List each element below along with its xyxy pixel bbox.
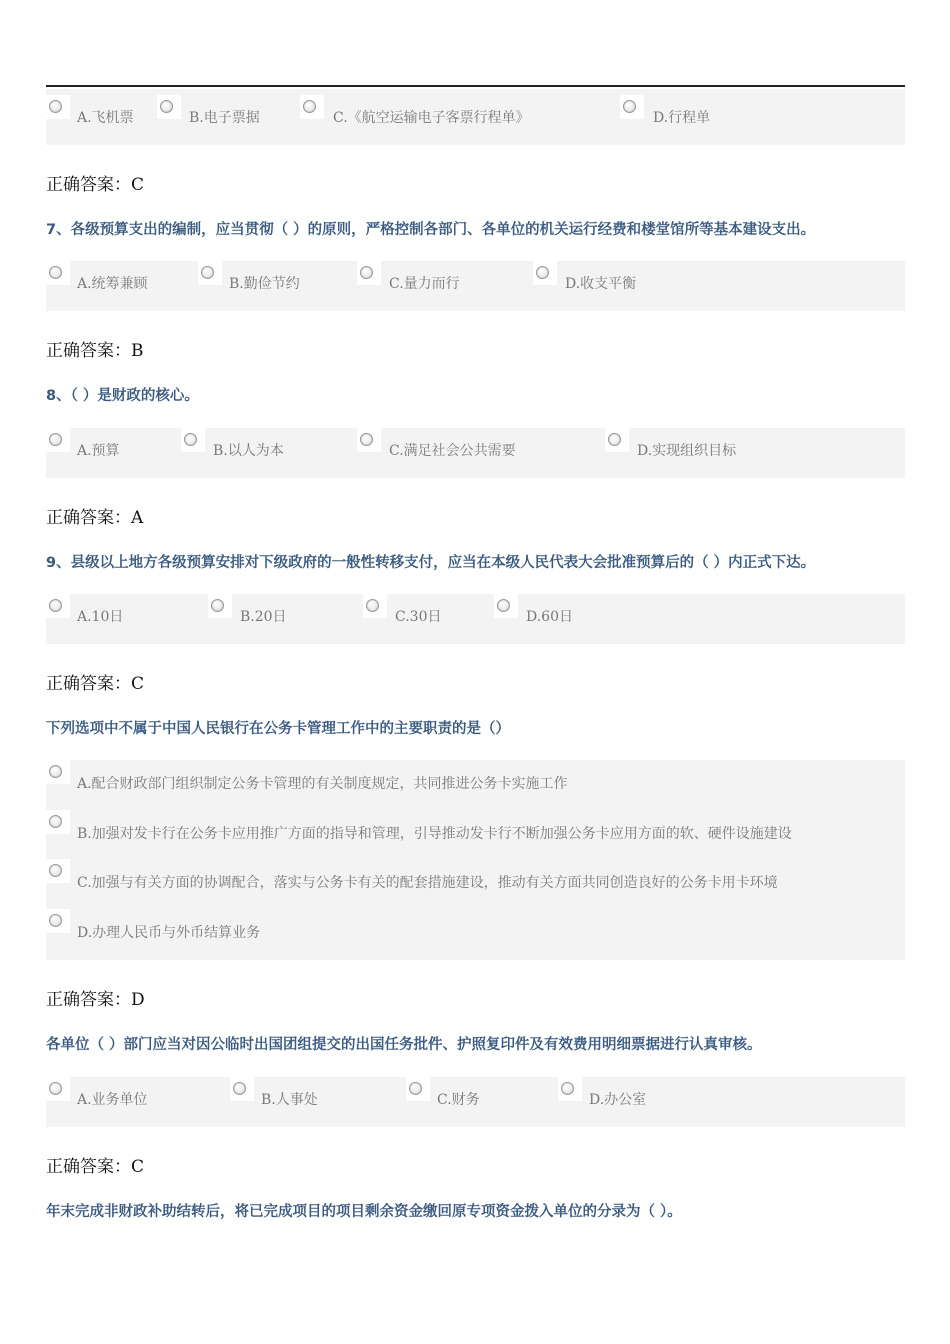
q9-option-b-label: B.20日 — [240, 609, 287, 625]
q7-option-c-label: C.量力而行 — [389, 276, 460, 292]
q10-option-b-radio[interactable] — [49, 815, 62, 828]
q9-option-a-radio[interactable] — [49, 599, 62, 612]
q8-option-b-radio[interactable] — [184, 433, 197, 446]
q11-options-panel — [46, 1077, 905, 1127]
q10-correct-answer: 正确答案：D — [46, 990, 145, 1010]
q8-option-c-radio[interactable] — [360, 433, 373, 446]
q10-option-a-label: A.配合财政部门组织制定公务卡管理的有关制度规定，共同推进公务卡实施工作 — [77, 776, 568, 792]
q8-option-a-label: A.预算 — [77, 443, 120, 459]
q6-option-c-radio[interactable] — [303, 100, 316, 113]
q8-option-c-label: C.满足社会公共需要 — [389, 443, 516, 459]
q6-options-panel — [46, 89, 905, 145]
top-rule — [46, 85, 905, 87]
q7-option-a-label: A.统筹兼顾 — [77, 276, 148, 292]
q6-option-a-radio[interactable] — [49, 100, 62, 113]
q8-option-a-radio[interactable] — [49, 433, 62, 446]
q9-option-d-radio[interactable] — [497, 599, 510, 612]
q6-option-b-radio[interactable] — [160, 100, 173, 113]
q7-option-b-label: B.勤俭节约 — [229, 276, 300, 292]
q9-option-c-label: C.30日 — [395, 609, 442, 625]
q11-option-c-radio[interactable] — [409, 1082, 422, 1095]
q11-option-a-radio[interactable] — [49, 1082, 62, 1095]
q6-option-c-label: C.《航空运输电子客票行程单》 — [333, 110, 530, 126]
q10-question: 下列选项中不属于中国人民银行在公务卡管理工作中的主要职责的是（） — [46, 721, 510, 737]
q11-option-c-label: C.财务 — [437, 1092, 480, 1108]
q12-question: 年末完成非财政补助结转后，将已完成项目的项目剩余资金缴回原专项资金拨入单位的分录为（ ）。 — [46, 1204, 682, 1220]
q10-option-c-label: C.加强与有关方面的协调配合，落实与公务卡有关的配套措施建设，推动有关方面共同创造良好的公务卡用卡环境 — [77, 875, 778, 891]
q6-correct-answer: 正确答案：C — [46, 175, 145, 195]
q11-option-a-label: A.业务单位 — [77, 1092, 148, 1108]
q9-correct-answer: 正确答案：C — [46, 674, 145, 694]
q9-option-d-label: D.60日 — [526, 609, 573, 625]
q10-options-panel — [46, 760, 905, 960]
q11-option-b-label: B.人事处 — [261, 1092, 318, 1108]
q10-option-d-radio[interactable] — [49, 914, 62, 927]
q6-option-d-radio[interactable] — [623, 100, 636, 113]
q9-option-a-label: A.10日 — [77, 609, 124, 625]
q8-correct-answer: 正确答案：A — [46, 508, 144, 528]
q6-option-d-label: D.行程单 — [653, 110, 711, 126]
q11-correct-answer: 正确答案：C — [46, 1157, 145, 1177]
q6-option-b-label: B.电子票据 — [189, 110, 260, 126]
q9-options-panel — [46, 594, 905, 644]
q11-option-d-radio[interactable] — [561, 1082, 574, 1095]
q8-question: 8、（ ）是财政的核心。 — [46, 388, 199, 404]
q7-question: 7、各级预算支出的编制，应当贯彻（ ）的原则，严格控制各部门、各单位的机关运行经费和楼堂馆所等基本建设支出。 — [46, 222, 816, 238]
q9-option-c-radio[interactable] — [366, 599, 379, 612]
q10-option-a-radio[interactable] — [49, 765, 62, 778]
q11-question: 各单位（ ）部门应当对因公临时出国团组提交的出国任务批件、护照复印件及有效费用明细票据进行认真审核。 — [46, 1037, 762, 1053]
q7-correct-answer: 正确答案：B — [46, 341, 144, 361]
q7-option-b-radio[interactable] — [201, 266, 214, 279]
q10-option-d-label: D.办理人民币与外币结算业务 — [77, 925, 261, 941]
q10-option-b-label: B.加强对发卡行在公务卡应用推广方面的指导和管理，引导推动发卡行不断加强公务卡应用方面的软、硬件设施建设 — [77, 826, 792, 842]
q7-options-panel — [46, 261, 905, 311]
q7-option-d-radio[interactable] — [536, 266, 549, 279]
q11-option-b-radio[interactable] — [233, 1082, 246, 1095]
q7-option-c-radio[interactable] — [360, 266, 373, 279]
q7-option-d-label: D.收支平衡 — [565, 276, 637, 292]
q8-option-b-label: B.以人为本 — [213, 443, 284, 459]
q6-option-a-label: A.飞机票 — [77, 110, 134, 126]
q8-option-d-radio[interactable] — [608, 433, 621, 446]
q9-question: 9、县级以上地方各级预算安排对下级政府的一般性转移支付，应当在本级人民代表大会批准预算后的（ ）内正式下达。 — [46, 555, 816, 571]
q11-option-d-label: D.办公室 — [589, 1092, 647, 1108]
q8-option-d-label: D.实现组织目标 — [637, 443, 737, 459]
q9-option-b-radio[interactable] — [211, 599, 224, 612]
q7-option-a-radio[interactable] — [49, 266, 62, 279]
q10-option-c-radio[interactable] — [49, 864, 62, 877]
q8-options-panel — [46, 428, 905, 478]
